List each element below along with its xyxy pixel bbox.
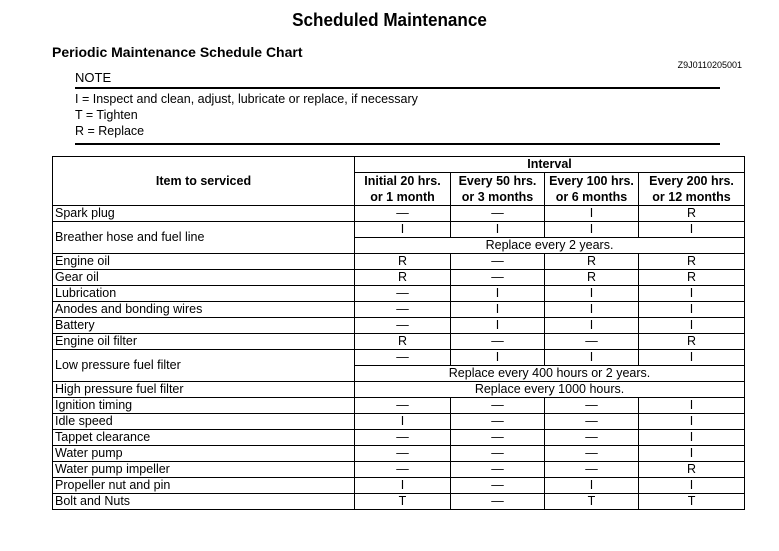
table-row <box>53 222 745 238</box>
item-name: Gear oil <box>53 270 355 286</box>
legend-tighten: T = Tighten <box>75 108 138 122</box>
document-id: Z9J0110205001 <box>677 60 742 70</box>
table-row <box>53 494 745 510</box>
item-name: Low pressure fuel filter <box>53 350 355 382</box>
interval-note: Replace every 1000 hours. <box>355 382 745 398</box>
interval-value: I <box>545 222 639 238</box>
item-name: Ignition timing <box>53 398 355 414</box>
item-name: Water pump impeller <box>53 462 355 478</box>
note-top-rule <box>75 87 720 89</box>
interval-line2: or 1 month <box>370 190 435 204</box>
interval-value: — <box>355 286 451 302</box>
item-name: Bolt and Nuts <box>53 494 355 510</box>
interval-note: Replace every 400 hours or 2 years. <box>355 366 745 382</box>
table-row <box>53 270 745 286</box>
interval-value: — <box>451 270 545 286</box>
interval-value: I <box>545 350 639 366</box>
interval-value: I <box>639 350 745 366</box>
table-row <box>53 462 745 478</box>
table-row <box>53 318 745 334</box>
interval-value: I <box>639 222 745 238</box>
table-row <box>53 478 745 494</box>
note-heading: NOTE <box>75 70 112 85</box>
legend-inspect: I = Inspect and clean, adjust, lubricate or replace, if necessary <box>75 92 418 106</box>
interval-value: — <box>545 430 639 446</box>
interval-line1: Initial 20 hrs. <box>364 174 441 188</box>
interval-value: R <box>545 254 639 270</box>
interval-value: I <box>545 206 639 222</box>
table-row <box>53 350 745 366</box>
interval-line2: or 6 months <box>555 190 628 204</box>
table-row <box>53 430 745 446</box>
interval-value: I <box>355 222 451 238</box>
interval-value: I <box>451 222 545 238</box>
interval-value: R <box>639 206 745 222</box>
interval-value: R <box>639 254 745 270</box>
table-row <box>53 206 745 222</box>
interval-column-header <box>451 173 545 206</box>
interval-value: I <box>355 478 451 494</box>
interval-value: — <box>545 334 639 350</box>
interval-value: — <box>545 462 639 478</box>
interval-value: R <box>639 334 745 350</box>
interval-column-header <box>639 173 745 206</box>
interval-value: — <box>355 430 451 446</box>
interval-value: R <box>639 462 745 478</box>
interval-value: — <box>355 398 451 414</box>
interval-value: T <box>355 494 451 510</box>
interval-line1: Every 100 hrs. <box>549 174 634 188</box>
item-name: Propeller nut and pin <box>53 478 355 494</box>
interval-value: R <box>355 254 451 270</box>
interval-value: I <box>355 414 451 430</box>
interval-value: — <box>355 318 451 334</box>
item-name: Lubrication <box>53 286 355 302</box>
interval-value: I <box>451 302 545 318</box>
interval-line2: or 12 months <box>652 190 731 204</box>
item-name: High pressure fuel filter <box>53 382 355 398</box>
table-row <box>53 302 745 318</box>
interval-value: — <box>451 494 545 510</box>
interval-value: R <box>355 334 451 350</box>
interval-value: I <box>639 446 745 462</box>
interval-line1: Every 50 hrs. <box>458 174 537 188</box>
interval-value: — <box>355 462 451 478</box>
interval-column-header <box>355 173 451 206</box>
interval-value: — <box>451 398 545 414</box>
page-title: Scheduled Maintenance <box>292 10 487 30</box>
item-name: Anodes and bonding wires <box>53 302 355 318</box>
interval-value: I <box>451 318 545 334</box>
interval-value: — <box>355 206 451 222</box>
interval-value: — <box>451 254 545 270</box>
interval-column-header <box>545 173 639 206</box>
section-subtitle: Periodic Maintenance Schedule Chart <box>52 44 303 60</box>
interval-line2: or 3 months <box>461 190 534 204</box>
table-row <box>53 382 745 398</box>
item-name: Tappet clearance <box>53 430 355 446</box>
interval-value: — <box>355 446 451 462</box>
table-row <box>53 334 745 350</box>
interval-value: — <box>451 462 545 478</box>
interval-value: — <box>545 446 639 462</box>
interval-value: — <box>355 350 451 366</box>
interval-value: I <box>545 286 639 302</box>
interval-value: I <box>639 286 745 302</box>
interval-value: — <box>451 206 545 222</box>
table-row <box>53 254 745 270</box>
item-name: Idle speed <box>53 414 355 430</box>
interval-value: I <box>545 302 639 318</box>
item-name: Battery <box>53 318 355 334</box>
table-row <box>53 398 745 414</box>
interval-value: — <box>545 414 639 430</box>
interval-value: I <box>545 318 639 334</box>
interval-value: — <box>451 334 545 350</box>
interval-value: — <box>451 478 545 494</box>
note-bottom-rule <box>75 143 720 145</box>
interval-value: R <box>545 270 639 286</box>
item-name: Water pump <box>53 446 355 462</box>
table-row <box>53 414 745 430</box>
interval-header: Interval <box>355 157 745 173</box>
interval-value: — <box>451 414 545 430</box>
interval-value: I <box>639 318 745 334</box>
interval-value: — <box>451 446 545 462</box>
item-name: Engine oil <box>53 254 355 270</box>
interval-value: I <box>639 478 745 494</box>
interval-value: — <box>451 430 545 446</box>
interval-value: R <box>355 270 451 286</box>
interval-value: I <box>639 398 745 414</box>
interval-value: I <box>639 302 745 318</box>
interval-value: I <box>639 430 745 446</box>
legend-replace: R = Replace <box>75 124 145 138</box>
maintenance-schedule-table <box>52 156 745 510</box>
interval-value: I <box>639 414 745 430</box>
item-name: Engine oil filter <box>53 334 355 350</box>
item-column-header: Item to serviced <box>53 157 355 206</box>
table-row <box>53 446 745 462</box>
note-legend <box>75 91 418 139</box>
interval-value: I <box>451 286 545 302</box>
table-row <box>53 286 745 302</box>
item-name: Spark plug <box>53 206 355 222</box>
interval-value: I <box>451 350 545 366</box>
interval-value: I <box>545 478 639 494</box>
interval-value: T <box>545 494 639 510</box>
interval-value: — <box>545 398 639 414</box>
interval-note: Replace every 2 years. <box>355 238 745 254</box>
item-name: Breather hose and fuel line <box>53 222 355 254</box>
interval-line1: Every 200 hrs. <box>649 174 734 188</box>
interval-value: R <box>639 270 745 286</box>
interval-value: T <box>639 494 745 510</box>
interval-value: — <box>355 302 451 318</box>
